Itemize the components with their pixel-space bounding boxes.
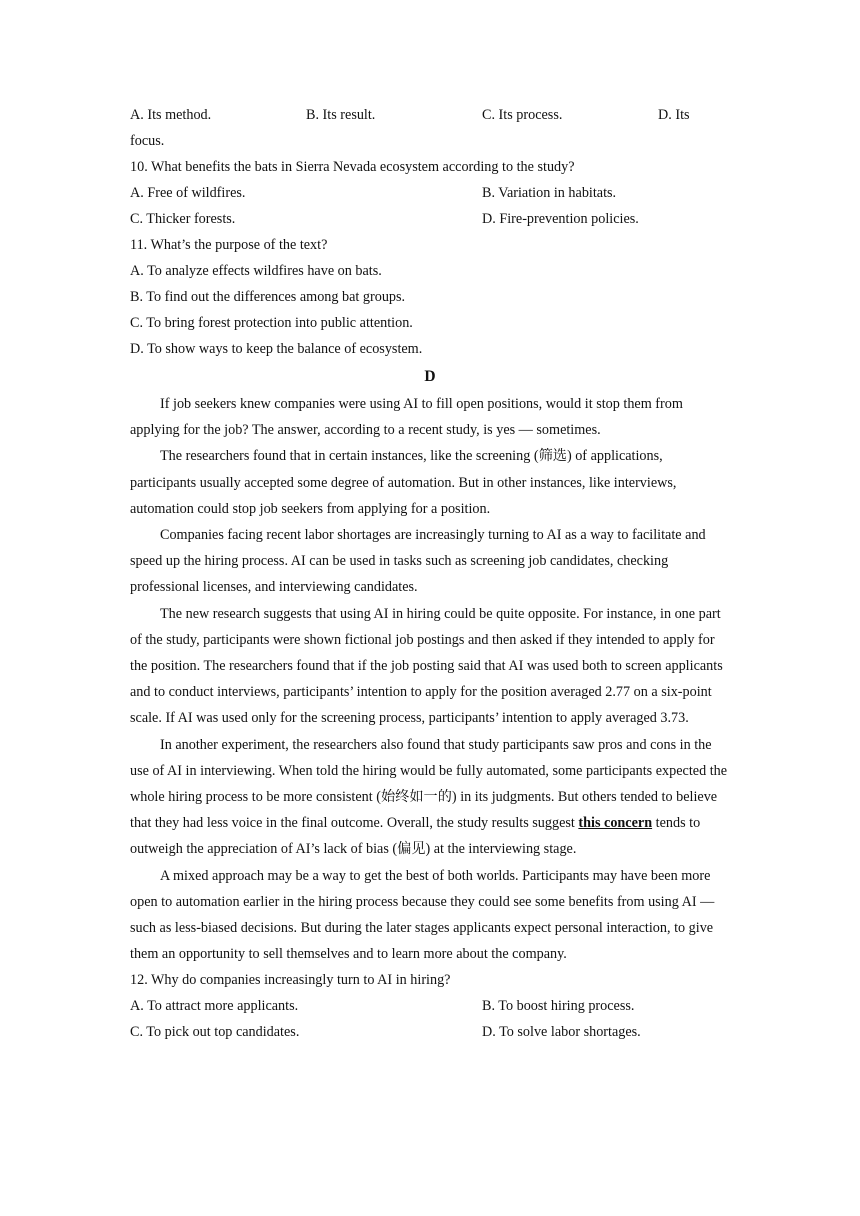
q10-options-row2 [130, 206, 730, 232]
q12-option-d: D. To solve labor shortages. [482, 1024, 641, 1041]
q11-option-c: C. To bring forest protection into public attention. [130, 315, 413, 331]
paragraph-5-text-before: In another experiment, the researchers also found that study participants saw pros and cons in the use of AI in interviewing. When told the hiring would be fully automated, some participants expected the whole hiring process to be more consistent (始终如一的) in its judgments. But others tended to believe that they had less voice in the final outcome. Overall, the study results suggest [130, 736, 728, 832]
q10-option-a: A. Free of wildfires. [130, 185, 246, 201]
q9-options [130, 102, 730, 128]
q9-option-d-wrap: focus. [130, 133, 165, 149]
q12-option-b: B. To boost hiring process. [482, 998, 635, 1015]
this-concern-highlight: this concern [578, 815, 653, 832]
passage-paragraph-2: The researchers found that in certain instances, like the screening (筛选) of applications, participants usually accepted some degree of automation. But in other instances, like interviews, automation could stop job seekers from applying for a position. [130, 448, 677, 517]
q9-option-b: B. Its result. [306, 107, 376, 123]
q12-options-row1 [130, 993, 730, 1019]
q12-options-row2 [130, 1019, 730, 1045]
q10-option-d: D. Fire-prevention policies. [482, 211, 639, 227]
q12-option-a: A. To attract more applicants. [130, 998, 299, 1015]
q12-option-c: C. To pick out top candidates. [130, 1024, 300, 1041]
q9-option-a: A. Its method. [130, 107, 212, 123]
section-heading: D [424, 368, 436, 385]
q12-question: 12. Why do companies increasingly turn to AI in hiring? [130, 972, 451, 989]
q10-options-row1 [130, 180, 730, 206]
paragraph-5-text-after: tends to outweigh the appreciation of AI’s lack of bias (偏见) at the interviewing stage. [130, 815, 701, 858]
q10-question: 10. What benefits the bats in Sierra Nevada ecosystem according to the study? [130, 159, 575, 175]
passage-paragraph-6: A mixed approach may be a way to get the best of both worlds. Participants may have been more open to automation earlier in the hiring process because they could see some benefits from using AI — such as less-biased decisions. But during the later stages applicants expect personal interaction, to give them an opportunity to sell themselves and to learn more about the company. [130, 867, 715, 963]
q9-option-c: C. Its process. [482, 107, 563, 123]
q11-option-d: D. To show ways to keep the balance of ecosystem. [130, 341, 423, 357]
document-page [130, 102, 730, 1045]
passage-paragraph-1: If job seekers knew companies were using AI to fill open positions, would it stop them from applying for the job? The answer, according to a recent study, is yes — sometimes. [130, 396, 683, 439]
q10-option-c: C. Thicker forests. [130, 211, 236, 227]
q10-option-b: B. Variation in habitats. [482, 185, 617, 201]
passage-paragraph-3: Companies facing recent labor shortages are increasingly turning to AI as a way to facilitate and speed up the hiring process. AI can be used in tasks such as screening job candidates, checking professional licenses, and interviewing candidates. [130, 527, 706, 596]
q11-question: 11. What’s the purpose of the text? [130, 237, 328, 253]
q11-option-b: B. To find out the differences among bat groups. [130, 289, 406, 305]
q11-option-a: A. To analyze effects wildfires have on bats. [130, 263, 382, 279]
q9-option-d: D. Its [658, 107, 690, 123]
passage-paragraph-5 [130, 732, 730, 863]
passage-paragraph-4: The new research suggests that using AI in hiring could be quite opposite. For instance, in one part of the study, participants were shown fictional job postings and then asked if they intended to apply for the position. The researchers found that if the job posting said that AI was used both to screen applicants and to conduct interviews, participants’ intention to apply for the position averaged 2.77 on a six-point scale. If AI was used only for the screening process, participants’ intention to apply averaged 3.73. [130, 605, 723, 727]
